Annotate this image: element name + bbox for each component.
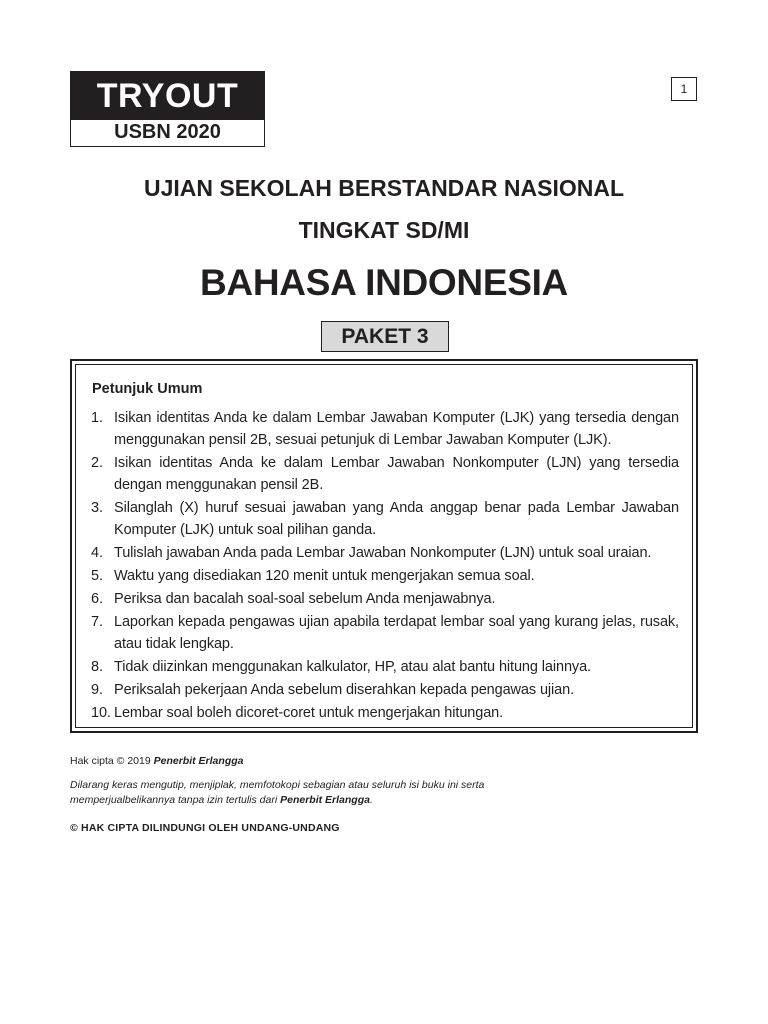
instruction-number: 10. bbox=[91, 705, 111, 721]
instruction-item bbox=[92, 702, 679, 724]
instruction-item bbox=[92, 407, 679, 451]
publisher-name: Penerbit Erlangga bbox=[153, 755, 244, 767]
instruction-text: Periksalah pekerjaan Anda sebelum diserahkan kepada pengawas ujian. bbox=[114, 682, 575, 698]
exam-level: TINGKAT SD/MI bbox=[298, 217, 470, 243]
instruction-text: Waktu yang disediakan 120 menit untuk mengerjakan semua soal. bbox=[114, 568, 535, 584]
instruction-text: Tidak diizinkan menggunakan kalkulator, HP, atau alat bantu hitung lainnya. bbox=[114, 659, 591, 675]
tryout-badge bbox=[70, 71, 265, 147]
instruction-number: 2. bbox=[91, 455, 103, 471]
copyright-line bbox=[70, 755, 243, 767]
instruction-item bbox=[92, 611, 679, 655]
exam-title: UJIAN SEKOLAH BERSTANDAR NASIONAL bbox=[143, 175, 625, 201]
copyright-notice bbox=[70, 778, 540, 808]
page-number: 1 bbox=[671, 77, 697, 101]
instruction-text: Periksa dan bacalah soal-soal sebelum Anda menjawabnya. bbox=[114, 591, 496, 607]
instruction-number: 5. bbox=[91, 568, 103, 584]
notice-suffix: . bbox=[369, 794, 373, 806]
instructions-inner bbox=[75, 364, 693, 728]
instruction-item bbox=[92, 588, 679, 610]
package-label: PAKET 3 bbox=[321, 321, 449, 352]
copyright-protected: © HAK CIPTA DILINDUNGI OLEH UNDANG-UNDANG bbox=[70, 822, 340, 834]
instructions-box bbox=[70, 359, 698, 733]
instruction-text: Laporkan kepada pengawas ujian apabila terdapat lembar soal yang kurang jelas, rusak, atau tidak lengkap. bbox=[114, 614, 679, 652]
instruction-number: 1. bbox=[91, 410, 103, 426]
instruction-number: 6. bbox=[91, 591, 103, 607]
notice-text: Dilarang keras mengutip, menjiplak, memfotokopi sebagian atau seluruh isi buku ini serta memperjualbelikannya tanpa izin tertulis dari bbox=[70, 779, 485, 806]
badge-subtitle: USBN 2020 bbox=[114, 121, 221, 143]
instruction-item bbox=[92, 542, 679, 564]
instruction-number: 4. bbox=[91, 545, 103, 561]
instruction-item bbox=[92, 497, 679, 541]
instruction-text: Isikan identitas Anda ke dalam Lembar Jawaban Komputer (LJK) yang tersedia dengan menggunakan pensil 2B, sesuai petunjuk di Lembar Jawaban Komputer (LJK). bbox=[114, 410, 679, 448]
copyright-prefix: Hak cipta © 2019 bbox=[70, 755, 154, 767]
instruction-text: Silanglah (X) huruf sesuai jawaban yang Anda anggap benar pada Lembar Jawaban Komputer (LJK) untuk soal pilihan ganda. bbox=[114, 500, 679, 538]
instruction-number: 7. bbox=[91, 614, 103, 630]
badge-title: TRYOUT bbox=[71, 72, 264, 120]
instruction-text: Tulislah jawaban Anda pada Lembar Jawaban Nonkomputer (LJN) untuk soal uraian. bbox=[114, 545, 652, 561]
notice-publisher: Penerbit Erlangga bbox=[280, 794, 370, 806]
instruction-item bbox=[92, 679, 679, 701]
instructions-list bbox=[92, 407, 679, 724]
instruction-item bbox=[92, 452, 679, 496]
instruction-item bbox=[92, 565, 679, 587]
instruction-text: Lembar soal boleh dicoret-coret untuk mengerjakan hitungan. bbox=[114, 705, 504, 721]
subject-title: BAHASA INDONESIA bbox=[200, 262, 568, 303]
instruction-number: 3. bbox=[91, 500, 103, 516]
instruction-item bbox=[92, 656, 679, 678]
instruction-number: 8. bbox=[91, 659, 103, 675]
instructions-title: Petunjuk Umum bbox=[92, 381, 203, 397]
instruction-text: Isikan identitas Anda ke dalam Lembar Jawaban Nonkomputer (LJN) yang tersedia dengan menggunakan pensil 2B. bbox=[114, 455, 679, 493]
instruction-number: 9. bbox=[91, 682, 103, 698]
